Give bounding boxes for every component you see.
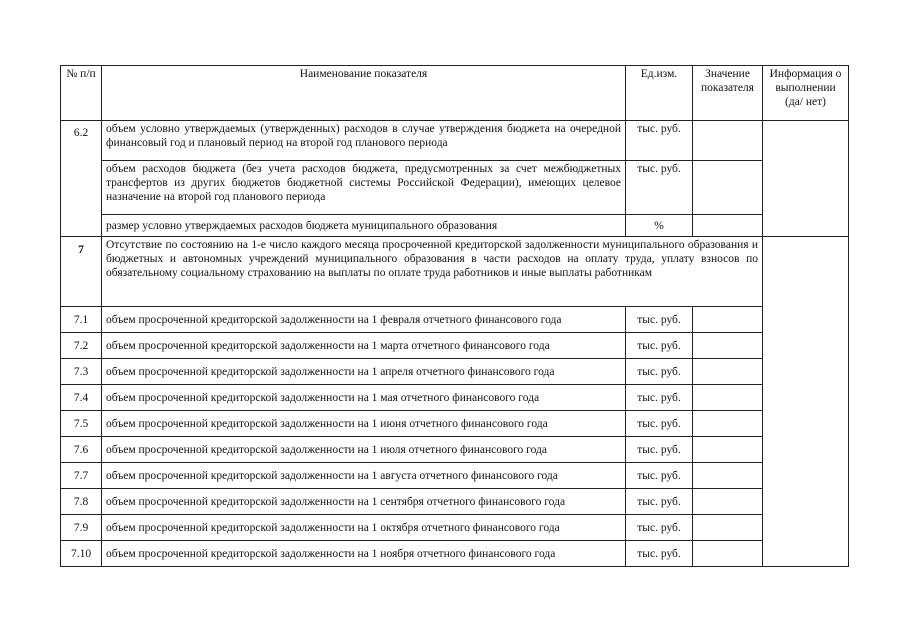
table-row: [61, 515, 849, 541]
indicator-name: объем просроченной кредиторской задолженности на 1 октября отчетного финансового года: [102, 515, 626, 541]
row-number: 7.8: [61, 489, 102, 515]
row-number: 7.4: [61, 385, 102, 411]
value-cell[interactable]: [693, 411, 763, 437]
row-number: 7.10: [61, 541, 102, 567]
value-cell[interactable]: [693, 161, 763, 215]
col-header-num: № п/п: [61, 66, 102, 121]
indicator-unit: тыс. руб.: [626, 385, 693, 411]
value-cell[interactable]: [693, 333, 763, 359]
indicator-unit: тыс. руб.: [626, 437, 693, 463]
row-number: 7.9: [61, 515, 102, 541]
table-row: [61, 359, 849, 385]
table-row: [61, 121, 849, 161]
indicator-unit: %: [626, 215, 693, 237]
table-row: [61, 437, 849, 463]
col-header-info: Информация о выполнении (да/ нет): [763, 66, 849, 121]
indicator-name: размер условно утверждаемых расходов бюджета муниципального образования: [102, 215, 626, 237]
col-header-name: Наименование показателя: [102, 66, 626, 121]
indicator-name: объем просроченной кредиторской задолженности на 1 февраля отчетного финансового года: [102, 307, 626, 333]
table-row: [61, 333, 849, 359]
section-number: 7: [61, 237, 102, 307]
indicator-name: объем просроченной кредиторской задолженности на 1 июня отчетного финансового года: [102, 411, 626, 437]
value-cell[interactable]: [693, 385, 763, 411]
indicator-unit: тыс. руб.: [626, 161, 693, 215]
table-row: [61, 541, 849, 567]
indicator-name: объем расходов бюджета (без учета расходов бюджета, предусмотренных за счет межбюджетных трансфертов из других бюджетов бюджетной системы Российской Федерации), имеющих целевое назначение на второй год планового периода: [102, 161, 626, 215]
table-row: [61, 463, 849, 489]
indicator-unit: тыс. руб.: [626, 411, 693, 437]
value-cell[interactable]: [693, 541, 763, 567]
table-header-row: [61, 66, 849, 121]
row-number: 6.2: [61, 121, 102, 237]
indicators-table: [60, 65, 849, 567]
indicator-name: объем просроченной кредиторской задолженности на 1 мая отчетного финансового года: [102, 385, 626, 411]
section-title: Отсутствие по состоянию на 1-е число каждого месяца просроченной кредиторской задолженности муниципального образования и бюджетных и автономных учреждений муниципального образования в части расходов на оплату труда, уплату взносов по обязательному социальному страхованию на выплаты по оплате труда работников и иные выплаты работникам: [102, 237, 763, 307]
indicator-unit: тыс. руб.: [626, 307, 693, 333]
indicator-name: объем просроченной кредиторской задолженности на 1 июля отчетного финансового года: [102, 437, 626, 463]
indicator-unit: тыс. руб.: [626, 489, 693, 515]
indicator-unit: тыс. руб.: [626, 333, 693, 359]
section-row: [61, 237, 849, 307]
col-header-unit: Ед.изм.: [626, 66, 693, 121]
value-cell[interactable]: [693, 437, 763, 463]
indicator-name: объем просроченной кредиторской задолженности на 1 сентября отчетного финансового года: [102, 489, 626, 515]
row-number: 7.5: [61, 411, 102, 437]
indicator-name: объем просроченной кредиторской задолженности на 1 апреля отчетного финансового года: [102, 359, 626, 385]
table-row: [61, 489, 849, 515]
table-row: [61, 385, 849, 411]
indicator-name: объем условно утверждаемых (утвержденных) расходов в случае утверждения бюджета на очередной финансовый год и плановый период на второй год планового периода: [102, 121, 626, 161]
table-row: [61, 215, 849, 237]
indicator-unit: тыс. руб.: [626, 121, 693, 161]
info-cell[interactable]: [763, 237, 849, 567]
indicator-name: объем просроченной кредиторской задолженности на 1 ноября отчетного финансового года: [102, 541, 626, 567]
indicator-unit: тыс. руб.: [626, 515, 693, 541]
indicator-unit: тыс. руб.: [626, 541, 693, 567]
row-number: 7.2: [61, 333, 102, 359]
row-number: 7.7: [61, 463, 102, 489]
value-cell[interactable]: [693, 307, 763, 333]
indicator-unit: тыс. руб.: [626, 359, 693, 385]
row-number: 7.6: [61, 437, 102, 463]
value-cell[interactable]: [693, 463, 763, 489]
info-cell[interactable]: [763, 121, 849, 237]
col-header-value: Значение показателя: [693, 66, 763, 121]
value-cell[interactable]: [693, 215, 763, 237]
table-row: [61, 411, 849, 437]
indicator-name: объем просроченной кредиторской задолженности на 1 марта отчетного финансового года: [102, 333, 626, 359]
table-row: [61, 161, 849, 215]
indicator-name: объем просроченной кредиторской задолженности на 1 августа отчетного финансового года: [102, 463, 626, 489]
value-cell[interactable]: [693, 121, 763, 161]
table-row: [61, 307, 849, 333]
value-cell[interactable]: [693, 489, 763, 515]
indicator-unit: тыс. руб.: [626, 463, 693, 489]
value-cell[interactable]: [693, 359, 763, 385]
row-number: 7.1: [61, 307, 102, 333]
value-cell[interactable]: [693, 515, 763, 541]
row-number: 7.3: [61, 359, 102, 385]
